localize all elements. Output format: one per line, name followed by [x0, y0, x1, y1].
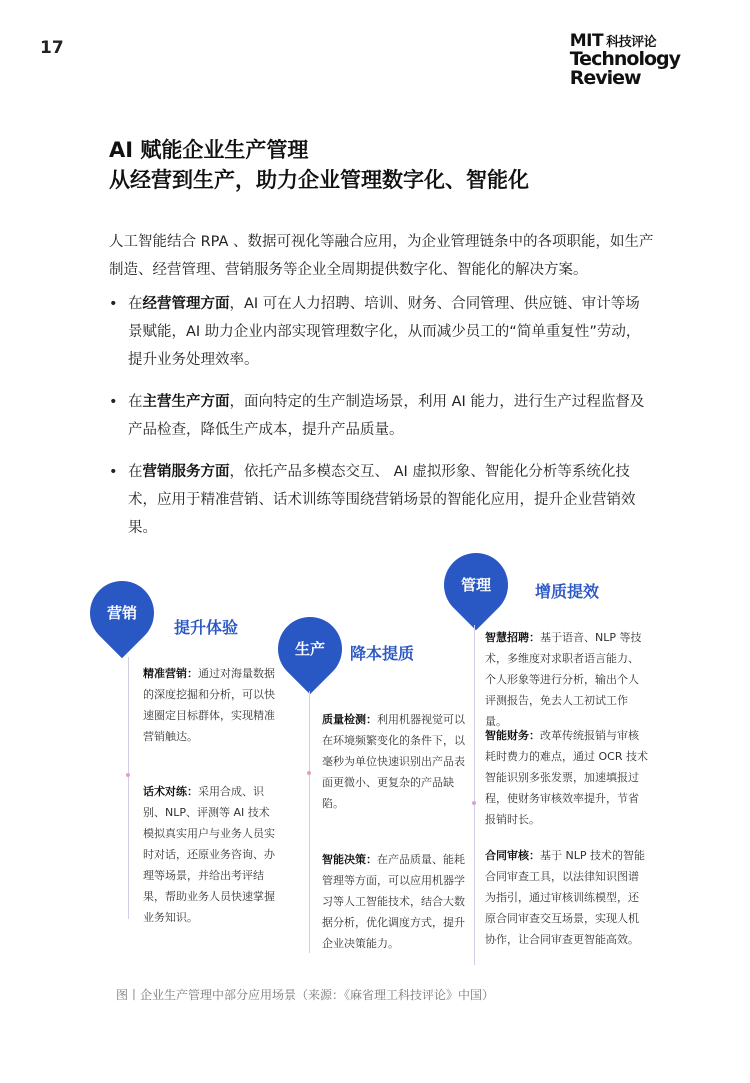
page-number: 17 — [40, 38, 64, 58]
item-smart-recruiting: 智慧招聘：基于语音、NLP 等技术，多维度对求职者语言能力、个人形象等进行分析，输出个人评测报告，免去人工初试工作量。 — [485, 631, 642, 728]
figure-caption: 图丨企业生产管理中部分应用场景（来源：《麻省理工科技评论》中国） — [116, 988, 495, 1002]
bullet-item: • 在主营生产方面，面向特定的生产制造场景，利用 AI 能力，进行生产过程监督及产品检查，降低生产成本，提升产品质量。 — [109, 388, 654, 444]
timeline-line — [309, 691, 310, 953]
timeline-line — [128, 657, 129, 919]
bullet-dot-icon: • — [109, 464, 118, 480]
item-contract-review: 合同审核：基于 NLP 技术的智能合同审查工具，以法律知识图谱为指引，通过审核训练模型，还原合同审查交互场景，实现人机协作，让合同审查更智能高效。 — [485, 849, 645, 946]
pin-label-marketing: 营销 — [106, 604, 137, 622]
title-line-1: AI 赋能企业生产管理 — [109, 138, 309, 162]
pin-label-management: 管理 — [460, 576, 491, 594]
intro-paragraph: 人工智能结合 RPA 、数据可视化等融合应用，为企业管理链条中的各项职能，如生产制造、经营管理、营销服务等企业全周期提供数字化、智能化的解决方案。 — [109, 234, 654, 278]
pin-label-production: 生产 — [294, 640, 325, 658]
page-title — [109, 135, 529, 195]
bullet-list — [109, 290, 654, 556]
bullet-dot-icon: • — [109, 296, 118, 312]
timeline-dot — [126, 773, 130, 777]
item-script-practice: 话术对练：采用合成、识别、NLP、评测等 AI 技术模拟真实用户与业务人员实时对话，还原业务咨询、办理等场景，并给出考评结果，帮助业务人员快速掌握业务知识。 — [143, 785, 275, 924]
item-quality-inspection: 质量检测：利用机器视觉可以在环境频繁变化的条件下，以毫秒为单位快速识别出产品表面更微小、更复杂的产品缺陷。 — [322, 713, 465, 810]
timeline-dot — [472, 801, 476, 805]
mit-technology-review-logo — [570, 33, 680, 88]
heading-improve-experience: 提升体验 — [174, 618, 239, 637]
bullet-item: • 在经营管理方面，AI 可在人力招聘、培训、财务、合同管理、供应链、审计等场景赋能，AI 助力企业内部实现管理数字化，从而减少员工的“简单重复性”劳动，提升业务处理效率。 — [109, 290, 654, 374]
item-smart-finance: 智能财务：改革传统报销与审核耗时费力的难点，通过 OCR 技术智能识别多张发票，加速填报过程，使财务审核效率提升，节省报销时长。 — [485, 729, 648, 826]
heading-cost-quality: 降本提质 — [350, 644, 415, 663]
item-intelligent-decision: 智能决策：在产品质量、能耗管理等方面，可以应用机器学习等人工智能技术，结合大数据分析，优化调度方式，提升企业决策能力。 — [322, 853, 465, 950]
application-scenarios-diagram — [0, 545, 750, 975]
logo-line-1: MIT 科技评论 — [569, 31, 657, 51]
timeline-dot — [307, 771, 311, 775]
bullet-item: • 在营销服务方面，依托产品多模态交互、 AI 虚拟形象、智能化分析等系统化技术，应用于精准营销、话术训练等围绕营销场景的智能化应用，提升企业营销效果。 — [109, 458, 654, 542]
heading-efficiency: 增质提效 — [535, 582, 600, 601]
timeline-line — [474, 625, 475, 965]
title-line-2: 从经营到生产，助力企业管理数字化、智能化 — [109, 168, 529, 192]
item-precision-marketing: 精准营销：通过对海量数据的深度挖掘和分析，可以快速圈定目标群体，实现精准营销触达。 — [143, 667, 275, 743]
bullet-dot-icon: • — [109, 394, 118, 410]
logo-line-3: Review — [569, 67, 641, 89]
logo-line-2: Technology — [569, 48, 680, 70]
